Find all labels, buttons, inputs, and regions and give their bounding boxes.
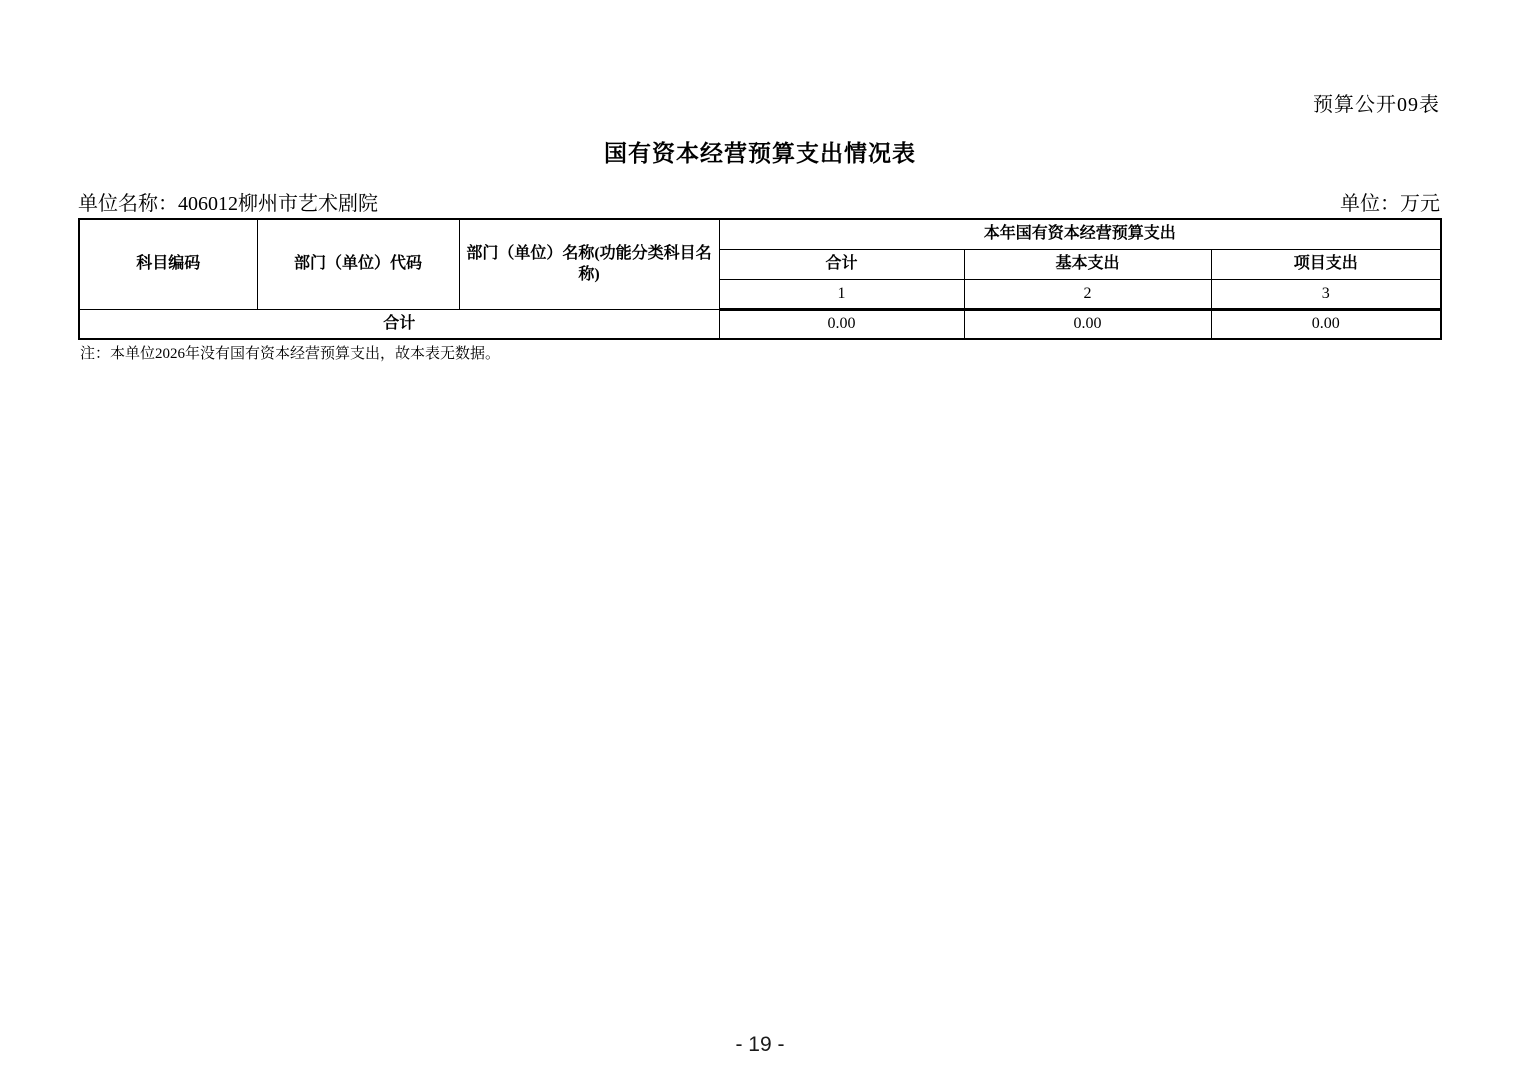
header-project-expenditure: 项目支出 (1211, 249, 1441, 279)
header-column-number-1: 1 (719, 279, 964, 309)
note-text: 注：本单位2026年没有国有资本经营预算支出，故本表无数据。 (80, 346, 501, 362)
header-department-name: 部门（单位）名称(功能分类科目名称) (459, 219, 719, 309)
page-title: 国有资本经营预算支出情况表 (604, 141, 916, 166)
header-total: 合计 (719, 249, 964, 279)
cell-basic-expenditure-value: 0.00 (964, 309, 1211, 339)
table-row (79, 309, 1441, 339)
header-department-code: 部门（单位）代码 (257, 219, 459, 309)
header-basic-expenditure: 基本支出 (964, 249, 1211, 279)
cell-total-value: 0.00 (719, 309, 964, 339)
budget-table (78, 218, 1442, 340)
header-column-number-2: 2 (964, 279, 1211, 309)
page-number: - 19 - (735, 1033, 785, 1056)
row-label-total: 合计 (79, 309, 719, 339)
cell-project-expenditure-value: 0.00 (1211, 309, 1441, 339)
currency-unit-label: 单位：万元 (1340, 193, 1440, 215)
header-group-current-year-expenditure: 本年国有资本经营预算支出 (719, 219, 1441, 249)
header-subject-code: 科目编码 (79, 219, 257, 309)
header-column-number-3: 3 (1211, 279, 1441, 309)
unit-name-label: 单位名称：406012柳州市艺术剧院 (78, 193, 378, 215)
meta-row (78, 187, 1440, 216)
corner-table-number-label: 预算公开09表 (1313, 94, 1440, 116)
